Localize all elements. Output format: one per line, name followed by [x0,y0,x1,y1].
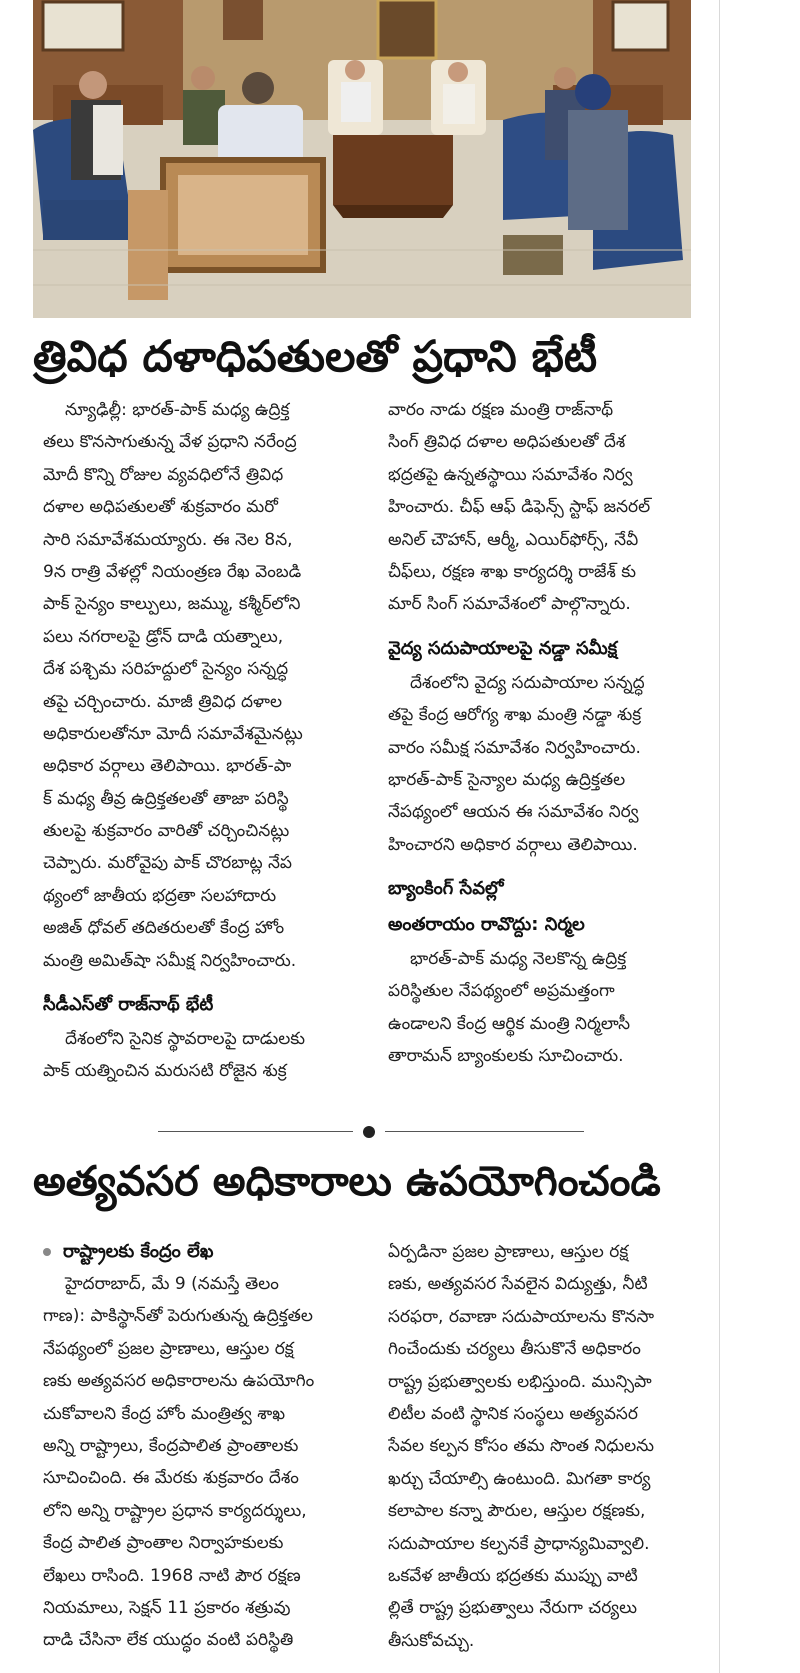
body-line: దేశ పశ్చిమ సరిహద్దులో సైన్యం సన్నద్ధ [43,659,289,680]
body-line: సరఫరా, రవాణా సదుపాయాలను కొనసా [388,1306,655,1327]
subheading-banking-line1: బ్యాంకింగ్‌ సేవల్లో [388,878,504,900]
body-line: గించేందుకు చర్యలు తీసుకొనే అధికారం [388,1339,641,1360]
body-line: కలాపాల కన్నా పౌరుల, ఆస్తుల రక్షణకు, [388,1501,646,1522]
body-line: తలు కొనసాగుతున్న వేళ ప్రధాని నరేంద్ర [43,432,297,453]
body-line: లిటీల వంటి స్థానిక సంస్థలు అత్యవసర [388,1403,638,1424]
body-line: నేపథ్యంలో ప్రజల ప్రాణాలు, ఆస్తుల రక్ష [43,1338,294,1359]
subheading-banking-line2: అంతరాయం రావొద్దు: నిర్మల [388,914,585,936]
body-line: క్‌ మధ్య తీవ్ర ఉద్రిక్తతలతో తాజా పరిస్థి [43,788,289,809]
body-line: మార్‌ సింగ్‌ సమావేశంలో పాల్గొన్నారు. [388,594,631,615]
article1-right-column [388,394,706,1073]
body-line: మోదీ కొన్ని రోజుల వ్యవధిలోనే త్రివిధ [43,464,284,485]
subheading-cds-rajnath: సీడీఎస్‌తో రాజ్‌నాథ్‌ భేటీ [43,994,214,1016]
body-line: రాష్ట్ర ప్రభుత్వాలకు లభిస్తుంది. మున్సిపా [388,1371,652,1392]
body-line: సూచించింది. ఈ మేరకు శుక్రవారం దేశం [43,1468,299,1489]
body-line: సింగ్‌ త్రివిధ దళాల అధిపతులతో దేశ [388,432,626,453]
body-line: కేంద్ర పాలిత ప్రాంతాల నిర్వాహకులకు [43,1533,284,1554]
body-line: ల్లితే రాష్ట్ర ప్రభుత్వాలు నేరుగా చర్యలు [388,1598,638,1619]
subheading-nadda-review: వైద్య సదుపాయాలపై నడ్డా సమీక్ష [388,637,618,659]
body-line: ఖర్చు చేయాల్సి ఉంటుంది. మిగతా కార్య [388,1468,651,1489]
body-line: తపై చర్చించారు. మాజీ త్రివిధ దళాల [43,691,283,712]
body-line: దాడి చేసినా లేక యుద్ధం వంటి పరిస్థితి [43,1630,294,1651]
body-line: లోని అన్ని రాష్ట్రాల ప్రధాన కార్యదర్శులు, [43,1500,307,1521]
section-divider [158,1126,584,1138]
body-line: పలు నగరాలపై డ్రోన్‌ దాడి యత్నాలు, [43,626,284,647]
body-line: దేశంలోని సైనిక స్థావరాలపై దాడులకు [65,1029,306,1050]
bullet-icon [43,1248,51,1256]
meeting-photo [33,0,691,318]
body-line: పాక్‌ సైన్యం కాల్పులు, జమ్ము, కశ్మీర్‌లోని [43,594,301,615]
body-line: తపై కేంద్ర ఆరోగ్య శాఖ మంత్రి నడ్డా శుక్ర [388,705,642,726]
body-line: 9న రాత్రి వేళల్లో నియంత్రణ రేఖ వెంబడి [43,561,302,582]
body-line: వారం నాడు రక్షణ మంత్రి రాజ్‌నాథ్‌ [388,400,614,420]
body-line: గాణ): పాకిస్థాన్‌తో పెరుగుతున్న ఉద్రిక్తతల [43,1306,313,1327]
body-line: చీఫ్‌లు, రక్షణ శాఖ కార్యదర్శి రాజేశ్‌ కు [388,561,636,582]
body-line: భారత్‌-పాక్‌ మధ్య నెలకొన్న ఉద్రిక్త [410,949,627,970]
body-line: ఉండాలని కేంద్ర ఆర్థిక మంత్రి నిర్మలాసీ [388,1013,631,1034]
kicker-text: రాష్ట్రాలకు కేంద్రం లేఖ [63,1240,214,1262]
article2-right-column [388,1236,706,1657]
article1-left-column [43,394,376,1088]
body-line: ణకు అత్యవసర అధికారాలను ఉపయోగిం [43,1371,315,1392]
body-line: ఏర్పడినా ప్రజల ప్రాణాలు, ఆస్తుల రక్ష [388,1242,629,1262]
body-line: హించారని అధికార వర్గాలు తెలిపాయి. [388,834,638,855]
body-line: సేవల కల్పన కోసం తమ సొంత నిధులను [388,1436,655,1457]
body-line: అన్ని రాష్ట్రాలు, కేంద్రపాలిత ప్రాంతాలకు [43,1435,299,1456]
body-line: అనిల్‌ చౌహాన్‌, ఆర్మీ, ఎయిర్‌ఫోర్స్‌, నేవీ [388,529,639,550]
body-line: భారత్‌-పాక్‌ సైన్యాల మధ్య ఉద్రిక్తతల [388,769,626,790]
page-edge-rule [719,0,720,1673]
body-line: దళాల అధిపతులతో శుక్రవారం మరో [43,497,278,518]
body-line: చుకోవాలని కేంద్ర హోం మంత్రిత్వ శాఖ [43,1403,286,1424]
article2-left-column [43,1236,376,1657]
divider-dot [363,1126,375,1138]
body-line: పాక్‌ యత్నించిన మరుసటి రోజైన శుక్ర [43,1061,287,1082]
body-line: భద్రతపై ఉన్నతస్థాయి సమావేశం నిర్వ [388,464,633,485]
body-line: తారామన్‌ బ్యాంకులకు సూచించారు. [388,1046,624,1067]
body-line: థ్యంలో జాతీయ భద్రతా సలహాదారు [43,885,277,906]
body-line: ఒకవేళ జాతీయ భద్రతకు ముప్పు వాటి [388,1565,638,1586]
article1-headline: త్రివిధ దళాధిపతులతో ప్రధాని భేటీ [33,332,598,382]
body-line: దేశంలోని వైద్య సదుపాయాల సన్నద్ధ [410,672,645,693]
body-line: హించారు. చీఫ్‌ ఆఫ్‌ డిఫెన్స్‌ స్టాఫ్‌ జనరల్‌ [388,497,651,518]
article2-kicker [43,1236,376,1268]
body-line: తీసుకోవచ్చు. [388,1630,475,1651]
body-line: హైదరాబాద్‌, మే 9 (నమస్తే తెలం [65,1274,279,1294]
body-line: పరిస్థితుల నేపథ్యంలో అప్రమత్తంగా [388,981,615,1002]
body-line: నేపథ్యంలో ఆయన ఈ సమావేశం నిర్వ [388,802,639,823]
body-line: అజిత్‌ ధోవల్‌ తదితరులతో కేంద్ర హోం [43,918,285,939]
body-line: నియమాలు, సెక్షన్‌ 11 ప్రకారం శత్రువు [43,1597,291,1618]
body-line: తులపై శుక్రవారం వారితో చర్చించినట్లు [43,821,290,842]
body-line: సారి సమావేశమయ్యారు. ఈ నెల 8న, [43,529,293,550]
body-line: చెప్పారు. మరోవైపు పాక్‌ చొరబాట్ల నేప [43,853,292,874]
body-line: లేఖలు రాసింది. 1968 నాటి పౌర రక్షణ [43,1565,301,1586]
body-line: సదుపాయాల కల్పనకే ప్రాధాన్యమివ్వాలి. [388,1533,650,1554]
body-line: వారం సమీక్ష సమావేశం నిర్వహించారు. [388,737,641,758]
body-line: మంత్రి అమిత్‌షా సమీక్ష నిర్వహించారు. [43,950,297,971]
body-line: న్యూఢిల్లీ: భారత్‌-పాక్‌ మధ్య ఉద్రిక్త [65,400,290,420]
body-line: అధికార వర్గాలు తెలిపాయి. భారత్‌-పా [43,756,292,777]
article2-headline: అత్యవసర అధికారాలు ఉపయోగించండి [33,1157,661,1205]
body-line: అధికారులతోనూ మోదీ సమావేశమైనట్లు [43,723,303,744]
body-line: ణకు, అత్యవసర సేవలైన విద్యుత్తు, నీటి [388,1274,648,1295]
